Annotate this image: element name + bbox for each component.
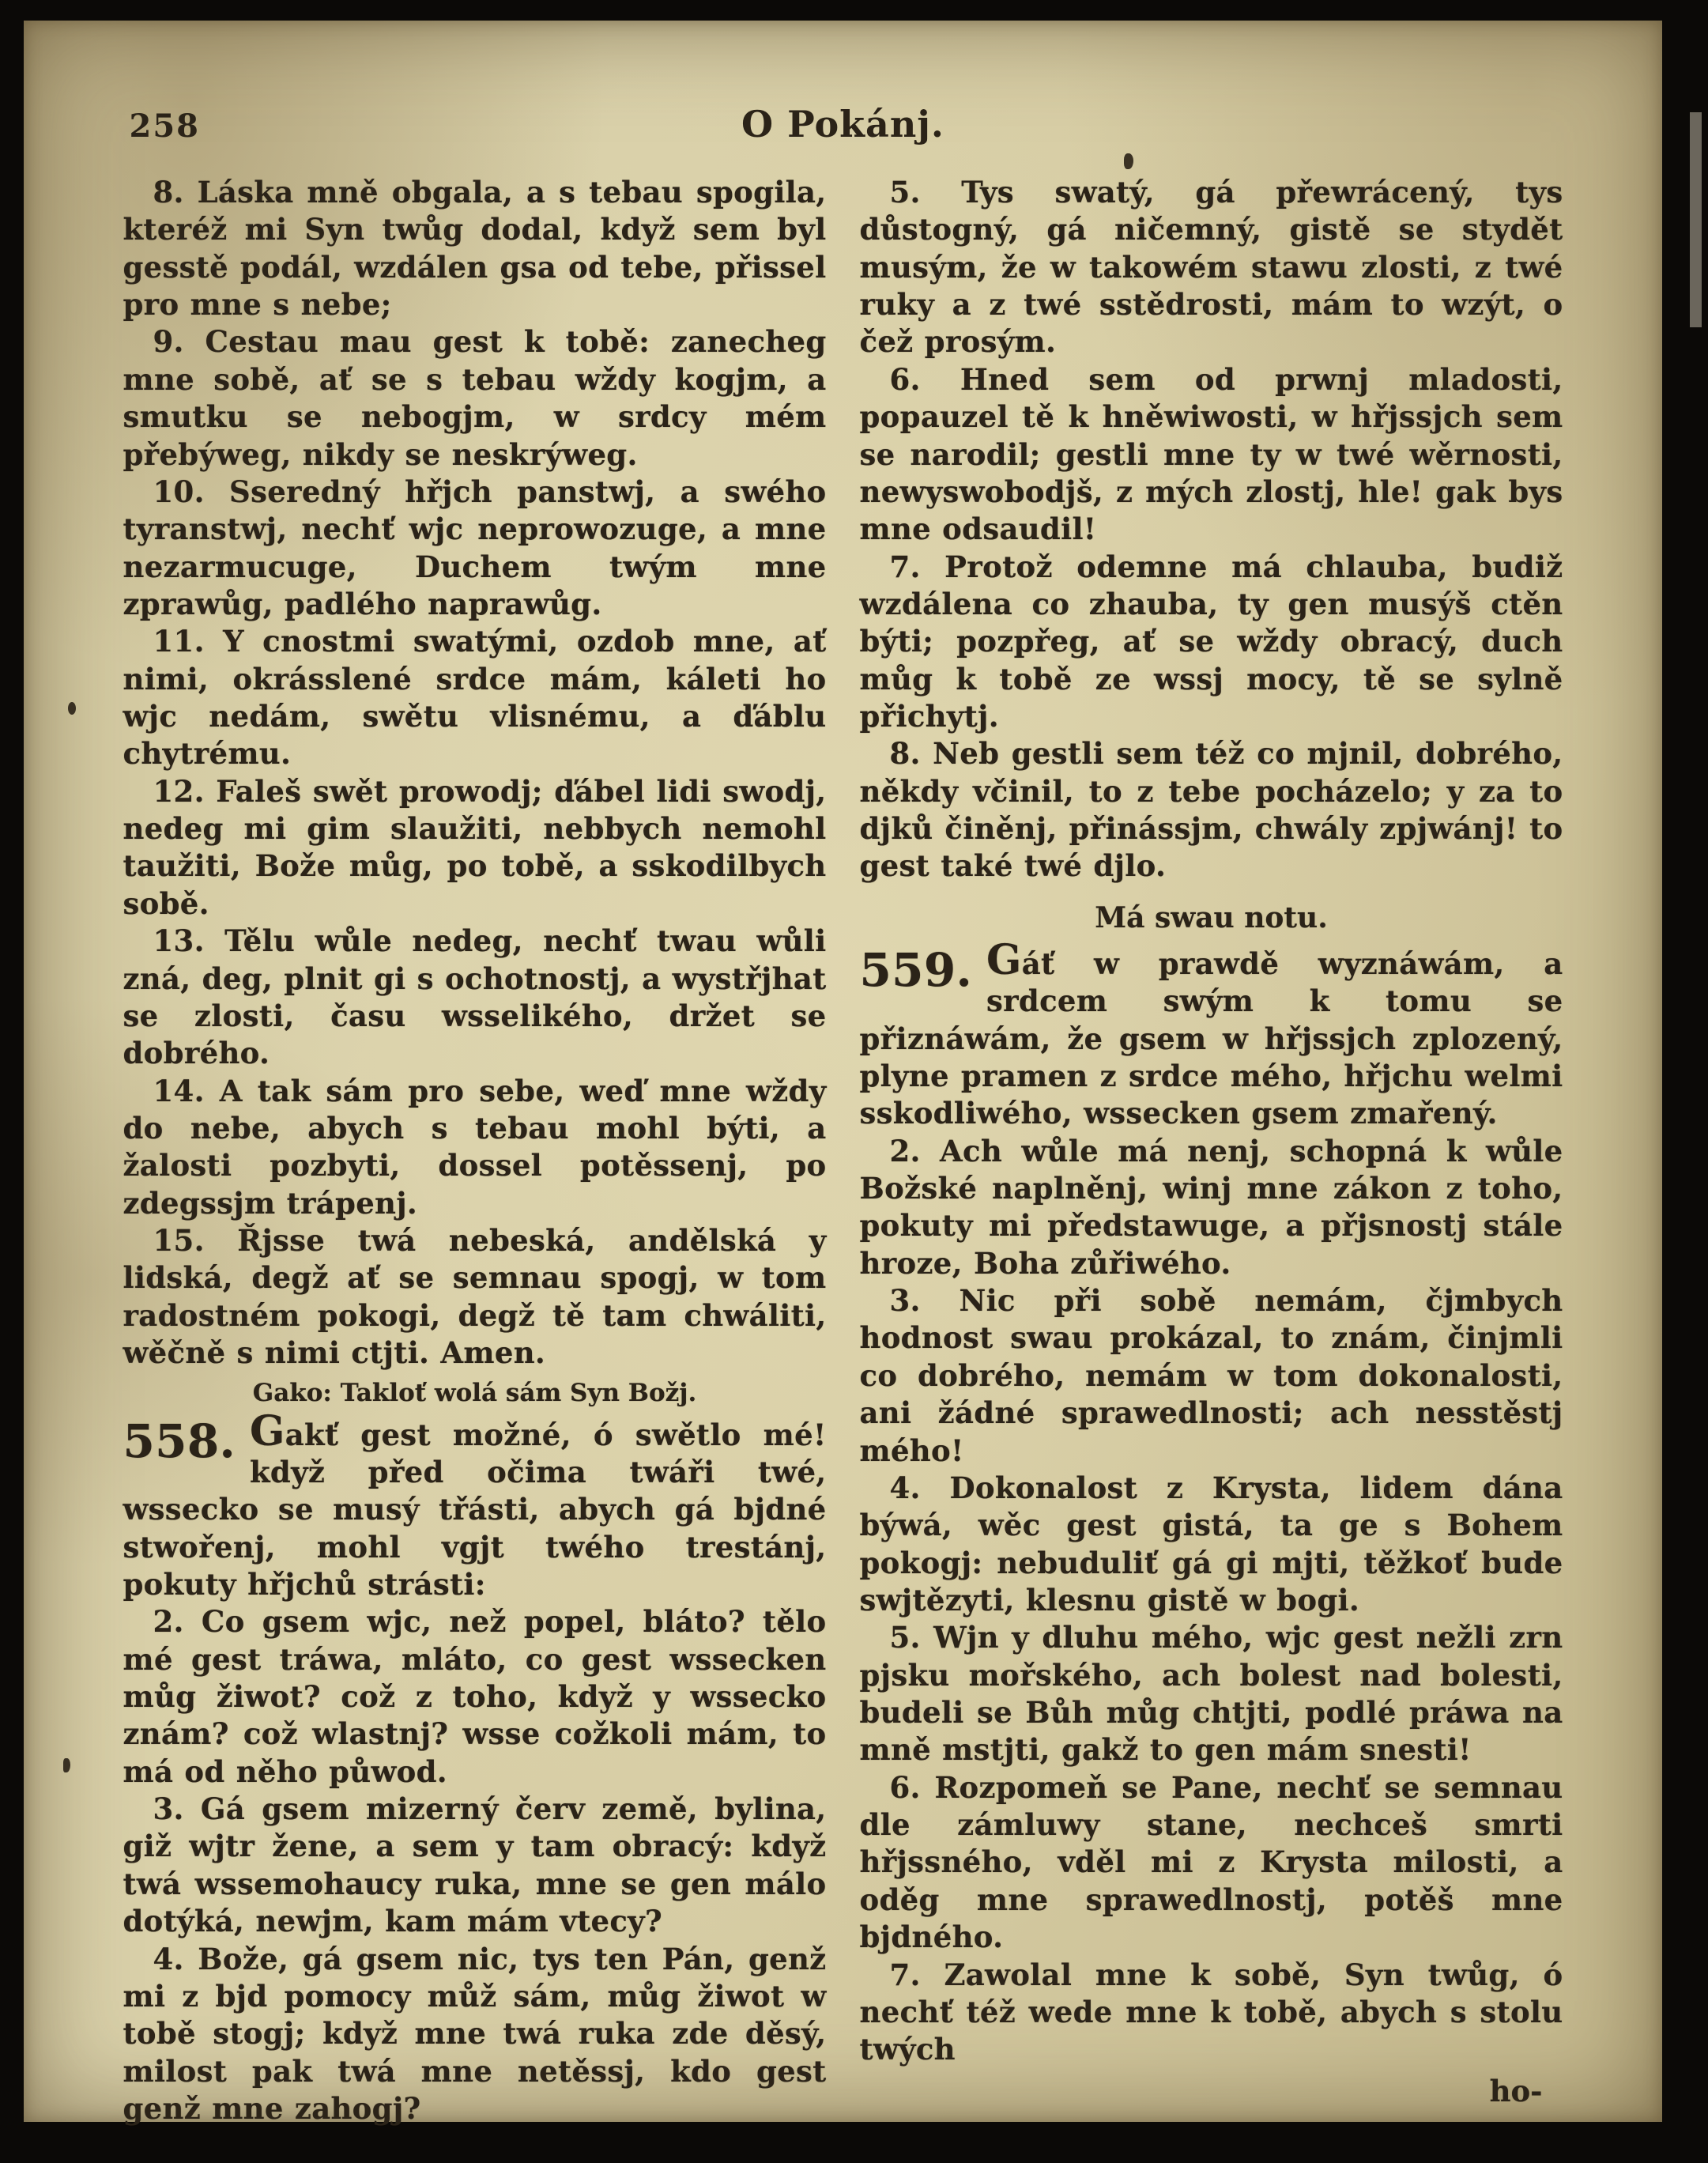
tune-reference-558: Gako: Takloť wolá sám Syn Božj. xyxy=(252,1378,697,1407)
hymn-559-verse-3: 3. Nic při sobě nemám, čjmbych hodnost swau prokázal, to znám, činjmli co dobrého, nemám w tom dokonalosti, ani žádné sprawedlnosti; ach nesstěstj mého! xyxy=(859,1283,1563,1468)
tune-note-559: Má swau notu. xyxy=(1095,900,1328,934)
hymn-559-opening-text: áť w prawdě wyznáwám, a srdcem swým k tomu se přiznáwám, že gsem w hřjssjch zplozený, plyne pramen z srdce mého, hřjchu welmi sskodliwého, wssecken gsem zmařený. xyxy=(859,946,1563,1131)
hymn-558-verse-2: 2. Co gsem wjc, než popel, bláto? tělo mé gest tráwa, mláto, co gest wssecken můg žiwot? což z toho, když y wssecko znám? což wlastnj? wsse cožkoli mám, to má od něho půwod. xyxy=(123,1604,827,1789)
verse-14: 14. A tak sám pro sebe, weď mne wždy do nebe, abych s tebau mohl býti, a žalosti pozbyti, dossel potěssenj, po zdegssjm trápenj. xyxy=(123,1073,827,1221)
text-columns xyxy=(123,174,1563,2127)
left-column xyxy=(123,174,827,2127)
verse-15: 15. Řjsse twá nebeská, andělská y lidská, degž ať se semnau spogj, w tom radostném pokogi, degž tě tam chwáliti, wěčně s nimi ctjti. Amen. xyxy=(123,1223,827,1371)
page-number: 258 xyxy=(129,108,200,145)
page-header xyxy=(123,103,1563,155)
running-title: O Pokánj. xyxy=(741,103,944,145)
hymn-559-verse-2: 2. Ach wůle má nenj, schopná k wůle Božské naplněnj, winj mne zákon z toho, pokuty mi předstawuge, a přjsnostj stále hroze, Boha zůřiwého. xyxy=(859,1133,1563,1281)
hymn-558-verse-4: 4. Bože, gá gsem nic, tys ten Pán, genž mi z bjd pomocy můž sám, můg žiwot w tobě stogj; když mne twá ruka zde děsý, milost pak twá mne netěssj, kdo gest genž mne zahogj? xyxy=(123,1941,827,2126)
right-column xyxy=(860,174,1563,2127)
paper xyxy=(24,21,1662,2126)
verse-8: 8. Láska mně obgala, a s tebau spogila, kteréž mi Syn twůg dodal, když sem byl gesstě podál, wzdálen gsa od tebe, přissel pro mne s nebe; xyxy=(123,175,827,323)
hymn-558-opening xyxy=(123,1406,827,1604)
ink-speck xyxy=(68,702,76,715)
hymn-558-verse-7: 7. Protož odemne má chlauba, budiž wzdálena co zhauba, ty gen musýš ctěn býti; pozpřeg, ať se wždy obracý, duch můg k tobě ze wssj mocy, tě se sylně přichytj. xyxy=(859,549,1563,734)
hymn-558-verse-8: 8. Neb gestli sem též co mjnil, dobrého, někdy včinil, to z tebe pocházelo; y za to djků činěnj, přinássjm, chwály zpjwánj! to gest také twé djlo. xyxy=(859,736,1563,884)
hymn-558-verse-6: 6. Hned sem od prwnj mladosti, popauzel tě k hněwiwosti, w hřjssjch sem se narodil; gestli mne ty w twé wěrnosti, newyswobodjš, z mých zlostj, hle! gak bys mne odsaudil! xyxy=(859,361,1563,547)
page-content xyxy=(123,21,1563,2127)
hymn-558-initial: G xyxy=(249,1406,285,1455)
ink-speck xyxy=(63,1758,70,1772)
hymn-559-verse-7: 7. Zawolal mne k sobě, Syn twůg, ó nechť též wede mne k tobě, abych s stolu twých xyxy=(859,1957,1563,2067)
hymn-559-opening xyxy=(859,935,1563,1133)
hymn-558-verse-5: 5. Tys swatý, gá přewrácený, tys důstogný, gá ničemný, gistě se stydět musým, že w takowém stawu zlosti, z twé ruky a z twé sstědrosti, mám to wzýt, o čež prosým. xyxy=(859,175,1563,360)
hymn-559-initial: G xyxy=(986,935,1022,984)
hymn-number-559: 559. xyxy=(859,942,972,997)
hymn-559-verse-6: 6. Rozpomeň se Pane, nechť se semnau dle zámluwy stane, nechceš smrti hřjssného, vděl mi z Krysta milosti, a oděg mne sprawedlnostj, potěš mne bjdného. xyxy=(859,1769,1563,1955)
verse-11: 11. Y cnostmi swatými, ozdob mne, ať nimi, okrásslené srdce mám, káleti ho wjc nedám, swětu vlisnému, a ďáblu chytrému. xyxy=(123,624,827,772)
verse-10: 10. Sseredný hřjch panstwj, a swého tyranstwj, nechť wjc neprowozuge, a mne nezarmucuge, Duchem twým mne zprawůg, padlého naprawůg. xyxy=(123,474,827,621)
verse-12: 12. Faleš swět prowodj; ďábel lidi swodj, nedeg mi gim slaužiti, nebbych nemohl taužiti, Bože můg, po tobě, a sskodilbych sobě. xyxy=(123,773,827,921)
catchword: ho- xyxy=(1489,2073,1543,2108)
verse-9: 9. Cestau mau gest k tobě: zanecheg mne sobě, ať se s tebau wždy kogjm, a smutku se nebogjm, w srdcy mém přebýweg, nikdy se neskrýweg. xyxy=(123,324,827,472)
verse-13: 13. Tělu wůle nedeg, nechť twau wůli zná, deg, plnit gi s ochotnostj, a wystřjhat se zlosti, času wsselikého, držet se dobrého. xyxy=(123,923,827,1071)
hymn-559-verse-4: 4. Dokonalost z Krysta, lidem dána býwá, wěc gest gistá, ta ge s Bohem pokogj: nebuduliť gá gi mjti, těžkoť bude swjtězyti, klesnu gistě w bogi. xyxy=(859,1470,1563,1618)
hymn-559-verse-5: 5. Wjn y dluhu mého, wjc gest nežli zrn pjsku mořského, ach bolest nad bolesti, budeli se Bůh můg chtjti, podlé práwa na mně mstjti, gakž to gen mám snesti! xyxy=(859,1620,1563,1768)
hymn-number-558: 558. xyxy=(123,1414,236,1468)
hymn-558-verse-3: 3. Gá gsem mizerný červ země, bylina, giž wjtr žene, a sem y tam obracý: když twá wssemohaucy ruka, mne se gen málo dotýká, newjm, kam mám vtecy? xyxy=(123,1791,827,1939)
fore-edge-mark xyxy=(1690,112,1702,327)
hymn-558-opening-text: akť gest možné, ó swětlo mé! když před očima twáři twé, wssecko se musý třásti, abych gá bjdné stwořenj, mohl vgjt twého trestánj, pokuty hřjchů strásti: xyxy=(123,1417,827,1602)
